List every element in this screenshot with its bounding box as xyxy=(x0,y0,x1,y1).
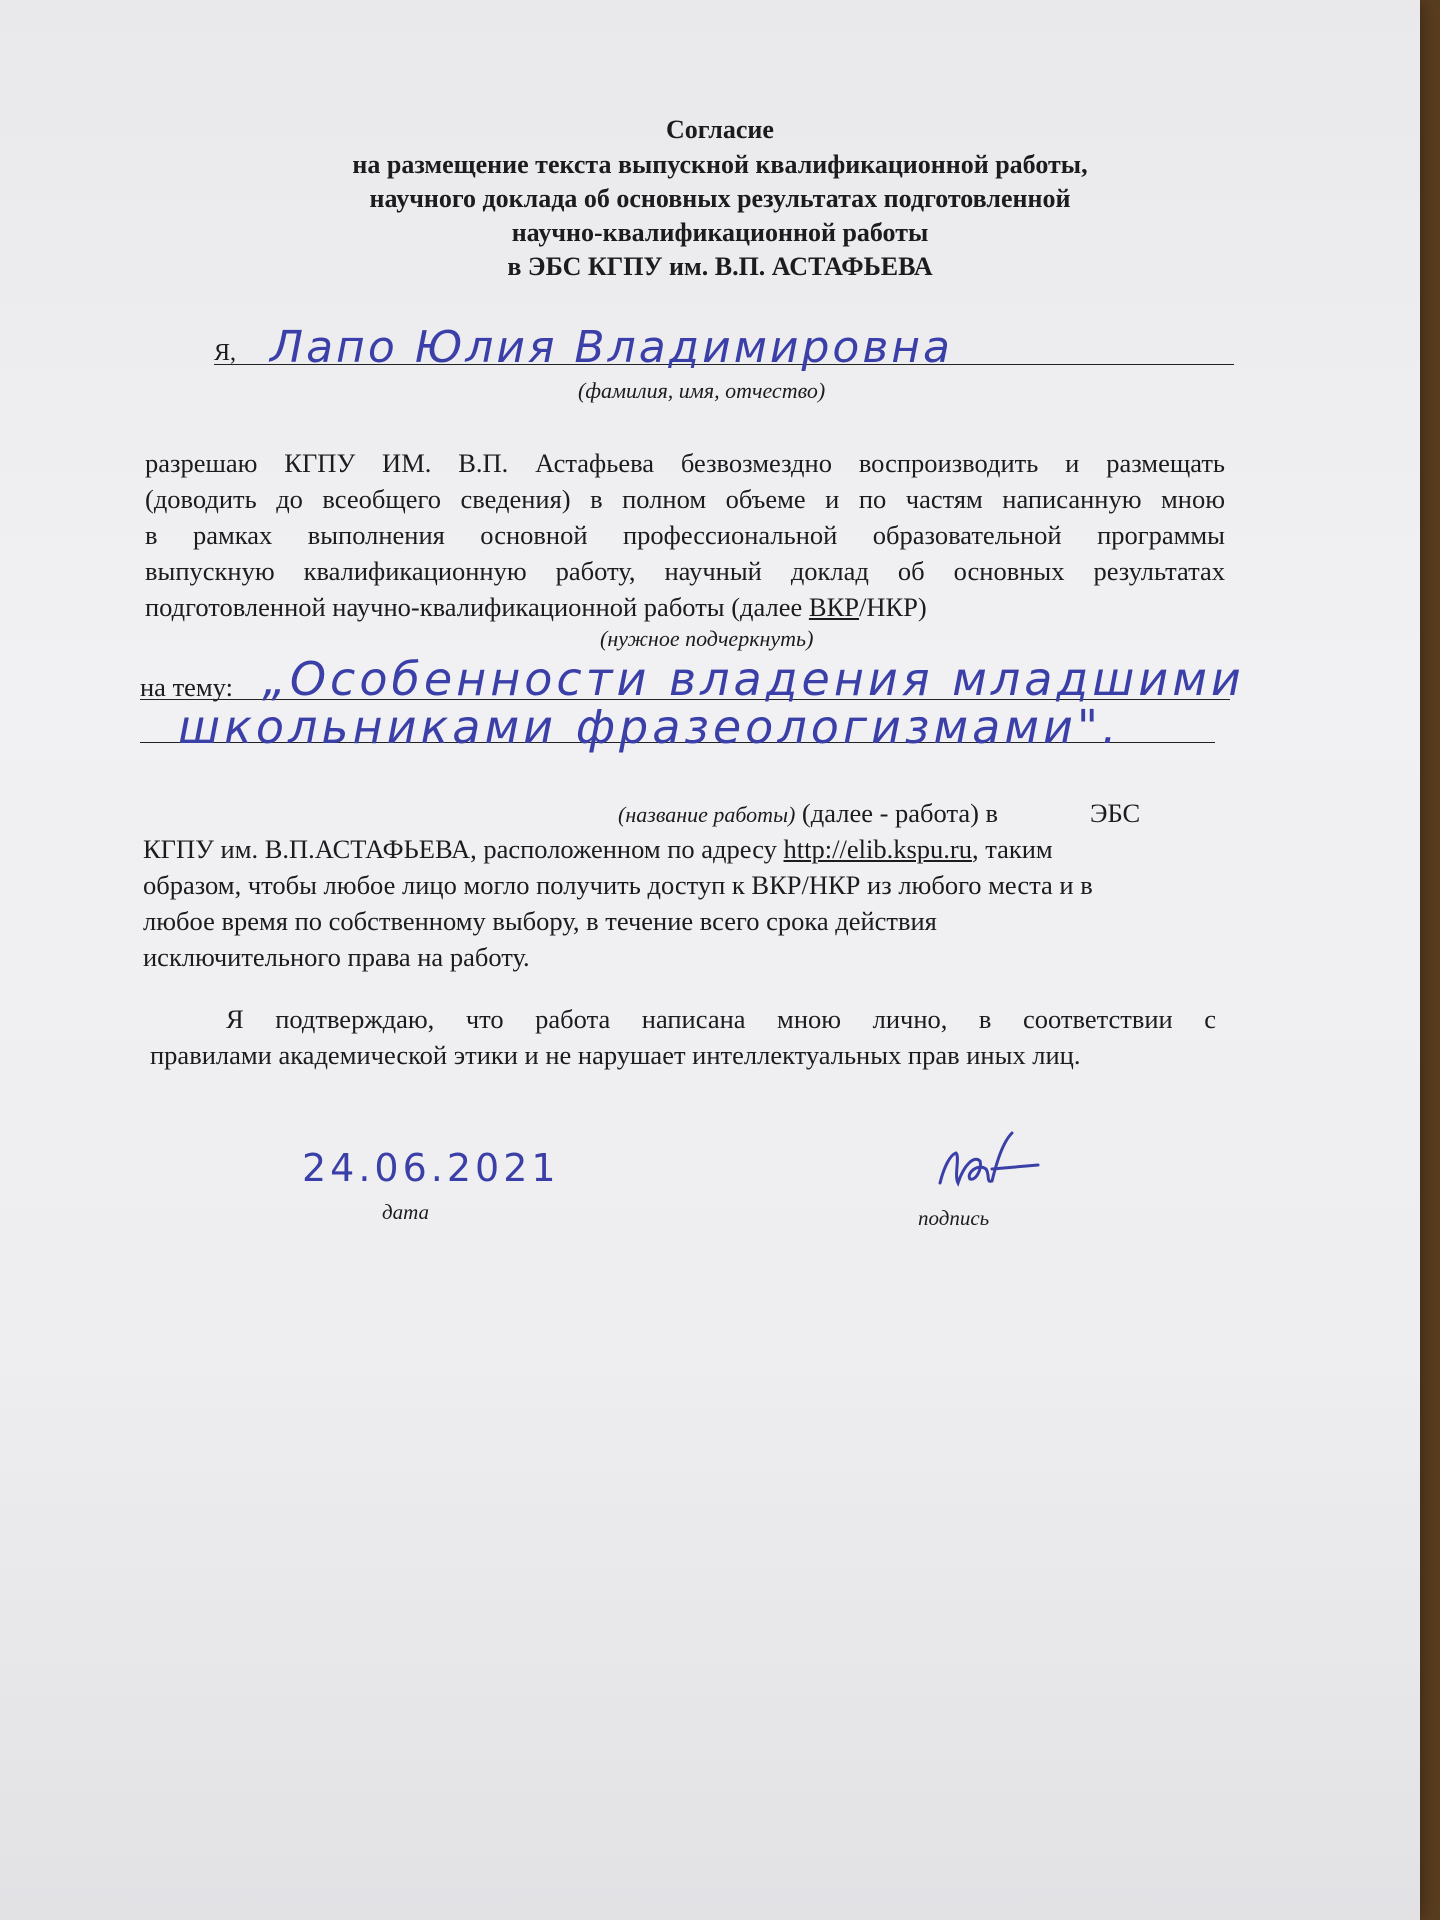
name-prefix: Я, xyxy=(214,340,237,366)
location-line-2: образом, чтобы любое лицо могло получить доступ к ВКР/НКР из любого места и в xyxy=(143,870,1093,900)
location-line-4: исключительного права на работу. xyxy=(143,942,530,972)
title-line-3: научного доклада об основных результатах подготовленной xyxy=(369,184,1071,213)
date-caption: дата xyxy=(382,1200,430,1224)
signature-caption: подпись xyxy=(918,1206,990,1230)
location-line-3: любое время по собственному выбору, в течение всего срока действия xyxy=(143,906,937,936)
handwritten-topic-line-2: школьниками фразеологизмами". xyxy=(178,700,1121,754)
underline-caption: (нужное подчеркнуть) xyxy=(600,626,814,651)
topic-after-caption: (далее - работа) в xyxy=(801,798,999,828)
elib-url-link[interactable]: http://elib.kspu.ru xyxy=(783,834,972,864)
ebs-label: ЭБС xyxy=(1090,798,1141,828)
title-line-4: научно-квалификационной работы xyxy=(511,218,929,247)
permission-line-5-text: подготовленной научно-квалификационной работы (далее xyxy=(145,592,809,622)
confirmation-line-2: правилами академической этики и не нарушает интеллектуальных прав иных лиц. xyxy=(150,1040,1081,1070)
topic-caption-line xyxy=(618,798,998,829)
title-line-2: на размещение текста выпускной квалификационной работы, xyxy=(352,150,1088,179)
handwritten-topic-line-1: „Особенности владения младшими xyxy=(262,652,1245,706)
permission-line-1: разрешаю КГПУ ИМ. В.П. Астафьева безвозмездно воспроизводить и размещать xyxy=(145,448,1225,478)
handwritten-signature xyxy=(930,1125,1050,1195)
title-line-5: в ЭБС КГПУ им. В.П. АСТАФЬЕВА xyxy=(507,252,933,281)
handwritten-full-name: Лапо Юлия Владимировна xyxy=(270,322,953,373)
name-caption: (фамилия, имя, отчество) xyxy=(578,378,826,403)
permission-line-5-end: /НКР) xyxy=(858,592,927,622)
location-line-1 xyxy=(143,834,1053,865)
topic-label: на тему: xyxy=(140,672,233,702)
vkr-underlined: ВКР xyxy=(808,592,859,622)
permission-line-2: (доводить до всеобщего сведения) в полном объеме и по частям написанную мною xyxy=(145,484,1225,514)
permission-line-5 xyxy=(145,592,927,623)
handwritten-date: 24.06.2021 xyxy=(302,1146,560,1190)
confirmation-line-1: Я подтверждаю, что работа написана мною лично, в соответствии с xyxy=(226,1004,1216,1034)
permission-line-4: выпускную квалификационную работу, научный доклад об основных результатах xyxy=(145,556,1225,586)
permission-line-3: в рамках выполнения основной профессиональной образовательной программы xyxy=(145,520,1225,550)
location-line-1-text: КГПУ им. В.П.АСТАФЬЕВА, расположенном по адресу xyxy=(143,834,784,864)
title-heading: Согласие xyxy=(666,115,774,144)
topic-caption: (название работы) xyxy=(618,802,796,827)
location-line-1-end: , таким xyxy=(971,834,1053,864)
